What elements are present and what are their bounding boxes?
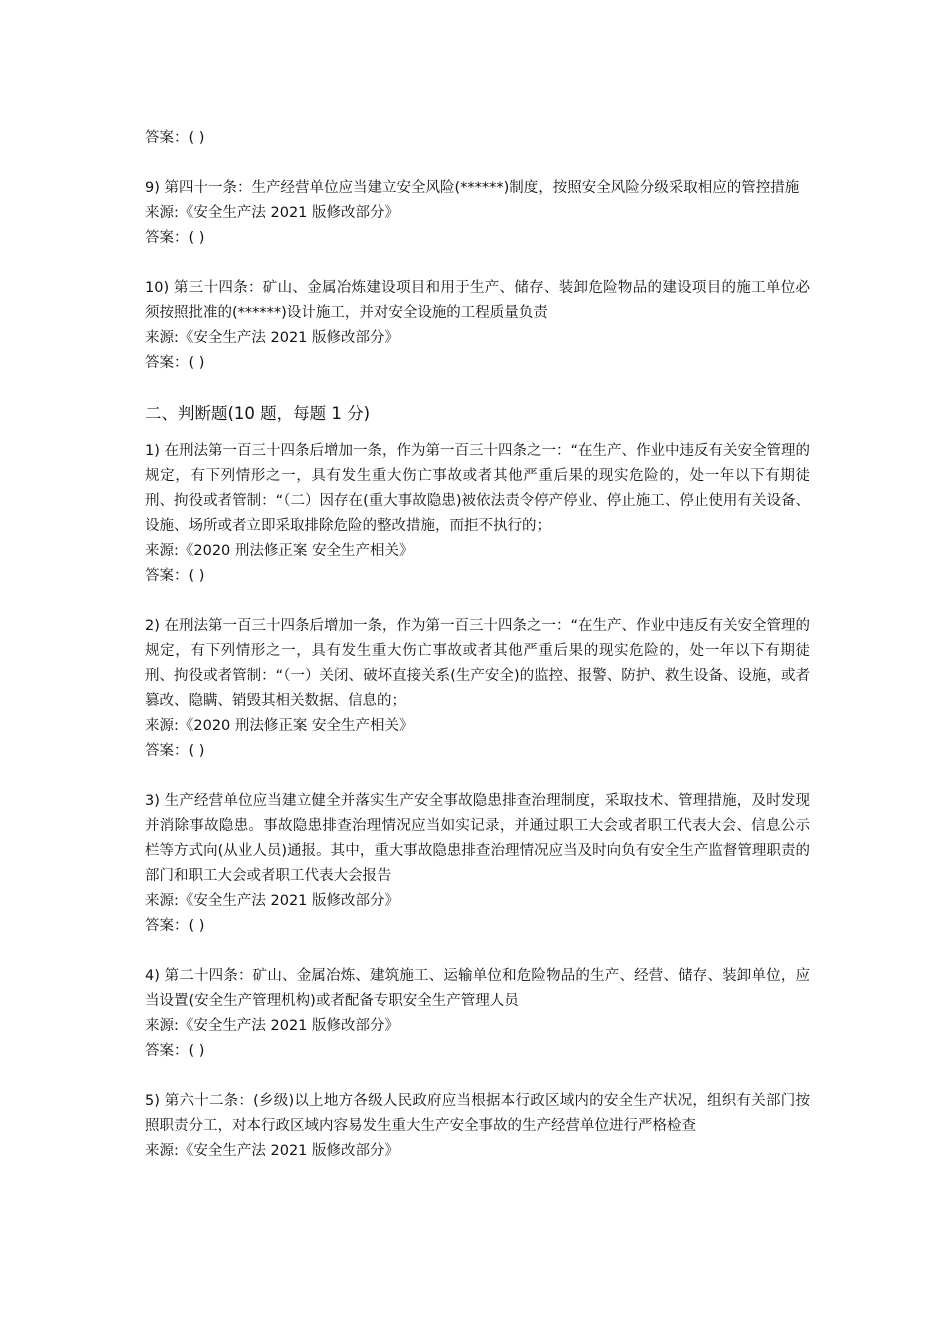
source-line: 来源:《安全生产法 2021 版修改部分》	[145, 893, 400, 909]
answer-line: 答案：( )	[145, 1043, 205, 1059]
question-text: 10) 第三十四条：矿山、金属冶炼建设项目和用于生产、储存、装卸危险物品的建设项目的施工单位必须按照批准的(******)设计施工，并对安全设施的工程质量负责	[145, 280, 810, 321]
question-item	[145, 439, 810, 589]
question-item	[145, 614, 810, 764]
question-text: 2) 在刑法第一百三十四条后增加一条，作为第一百三十四条之一：“在生产、作业中违反有关安全管理的规定，有下列情形之一，具有发生重大伤亡事故或者其他严重后果的现实危险的，处一年以下有期徒刑、拘役或者管制：“（一）关闭、破坏直接关系(生产安全)的监控、报警、防护、救生设备、设施，或者篡改、隐瞒、销毁其相关数据、信息的；	[145, 618, 810, 709]
source-line: 来源:《安全生产法 2021 版修改部分》	[145, 205, 400, 221]
question-item	[145, 276, 810, 376]
source-line: 来源:《安全生产法 2021 版修改部分》	[145, 1018, 400, 1034]
question-item	[145, 964, 810, 1064]
question-text: 9) 第四十一条：生产经营单位应当建立安全风险(******)制度，按照安全风险分级采取相应的管控措施	[145, 180, 800, 196]
section-heading: 二、判断题(10 题，每题 1 分)	[145, 404, 371, 423]
answer-line: 答案：( )	[145, 568, 205, 584]
question-text: 1) 在刑法第一百三十四条后增加一条，作为第一百三十四条之一：“在生产、作业中违反有关安全管理的规定，有下列情形之一，具有发生重大伤亡事故或者其他严重后果的现实危险的，处一年以下有期徒刑、拘役或者管制：“（二）因存在(重大事故隐患)被依法责令停产停业、停止施工、停止使用有关设备、设施、场所或者立即采取排除危险的整改措施，而拒不执行的；	[145, 443, 810, 534]
page-content	[145, 126, 810, 1189]
source-line: 来源:《2020 刑法修正案 安全生产相关》	[145, 543, 414, 559]
source-line: 来源:《安全生产法 2021 版修改部分》	[145, 1143, 400, 1159]
answer-line: 答案：( )	[145, 130, 205, 146]
answer-line: 答案：( )	[145, 355, 205, 371]
question-item	[145, 176, 810, 251]
source-line: 来源:《安全生产法 2021 版修改部分》	[145, 330, 400, 346]
top-answer-block	[145, 126, 810, 151]
answer-line: 答案：( )	[145, 230, 205, 246]
question-text: 4) 第二十四条：矿山、金属冶炼、建筑施工、运输单位和危险物品的生产、经营、储存、装卸单位，应当设置(安全生产管理机构)或者配备专职安全生产管理人员	[145, 968, 810, 1009]
answer-line: 答案：( )	[145, 918, 205, 934]
question-text: 3) 生产经营单位应当建立健全并落实生产安全事故隐患排查治理制度，采取技术、管理措施，及时发现并消除事故隐患。事故隐患排查治理情况应当如实记录，并通过职工大会或者职工代表大会、信息公示栏等方式向(从业人员)通报。其中，重大事故隐患排查治理情况应当及时向负有安全生产监督管理职责的部门和职工大会或者职工代表大会报告	[145, 793, 810, 884]
question-item	[145, 1089, 810, 1164]
source-line: 来源:《2020 刑法修正案 安全生产相关》	[145, 718, 414, 734]
question-item	[145, 789, 810, 939]
answer-line: 答案：( )	[145, 743, 205, 759]
question-text: 5) 第六十二条：(乡级)以上地方各级人民政府应当根据本行政区域内的安全生产状况，组织有关部门按照职责分工，对本行政区域内容易发生重大生产安全事故的生产经营单位进行严格检查	[145, 1093, 810, 1134]
